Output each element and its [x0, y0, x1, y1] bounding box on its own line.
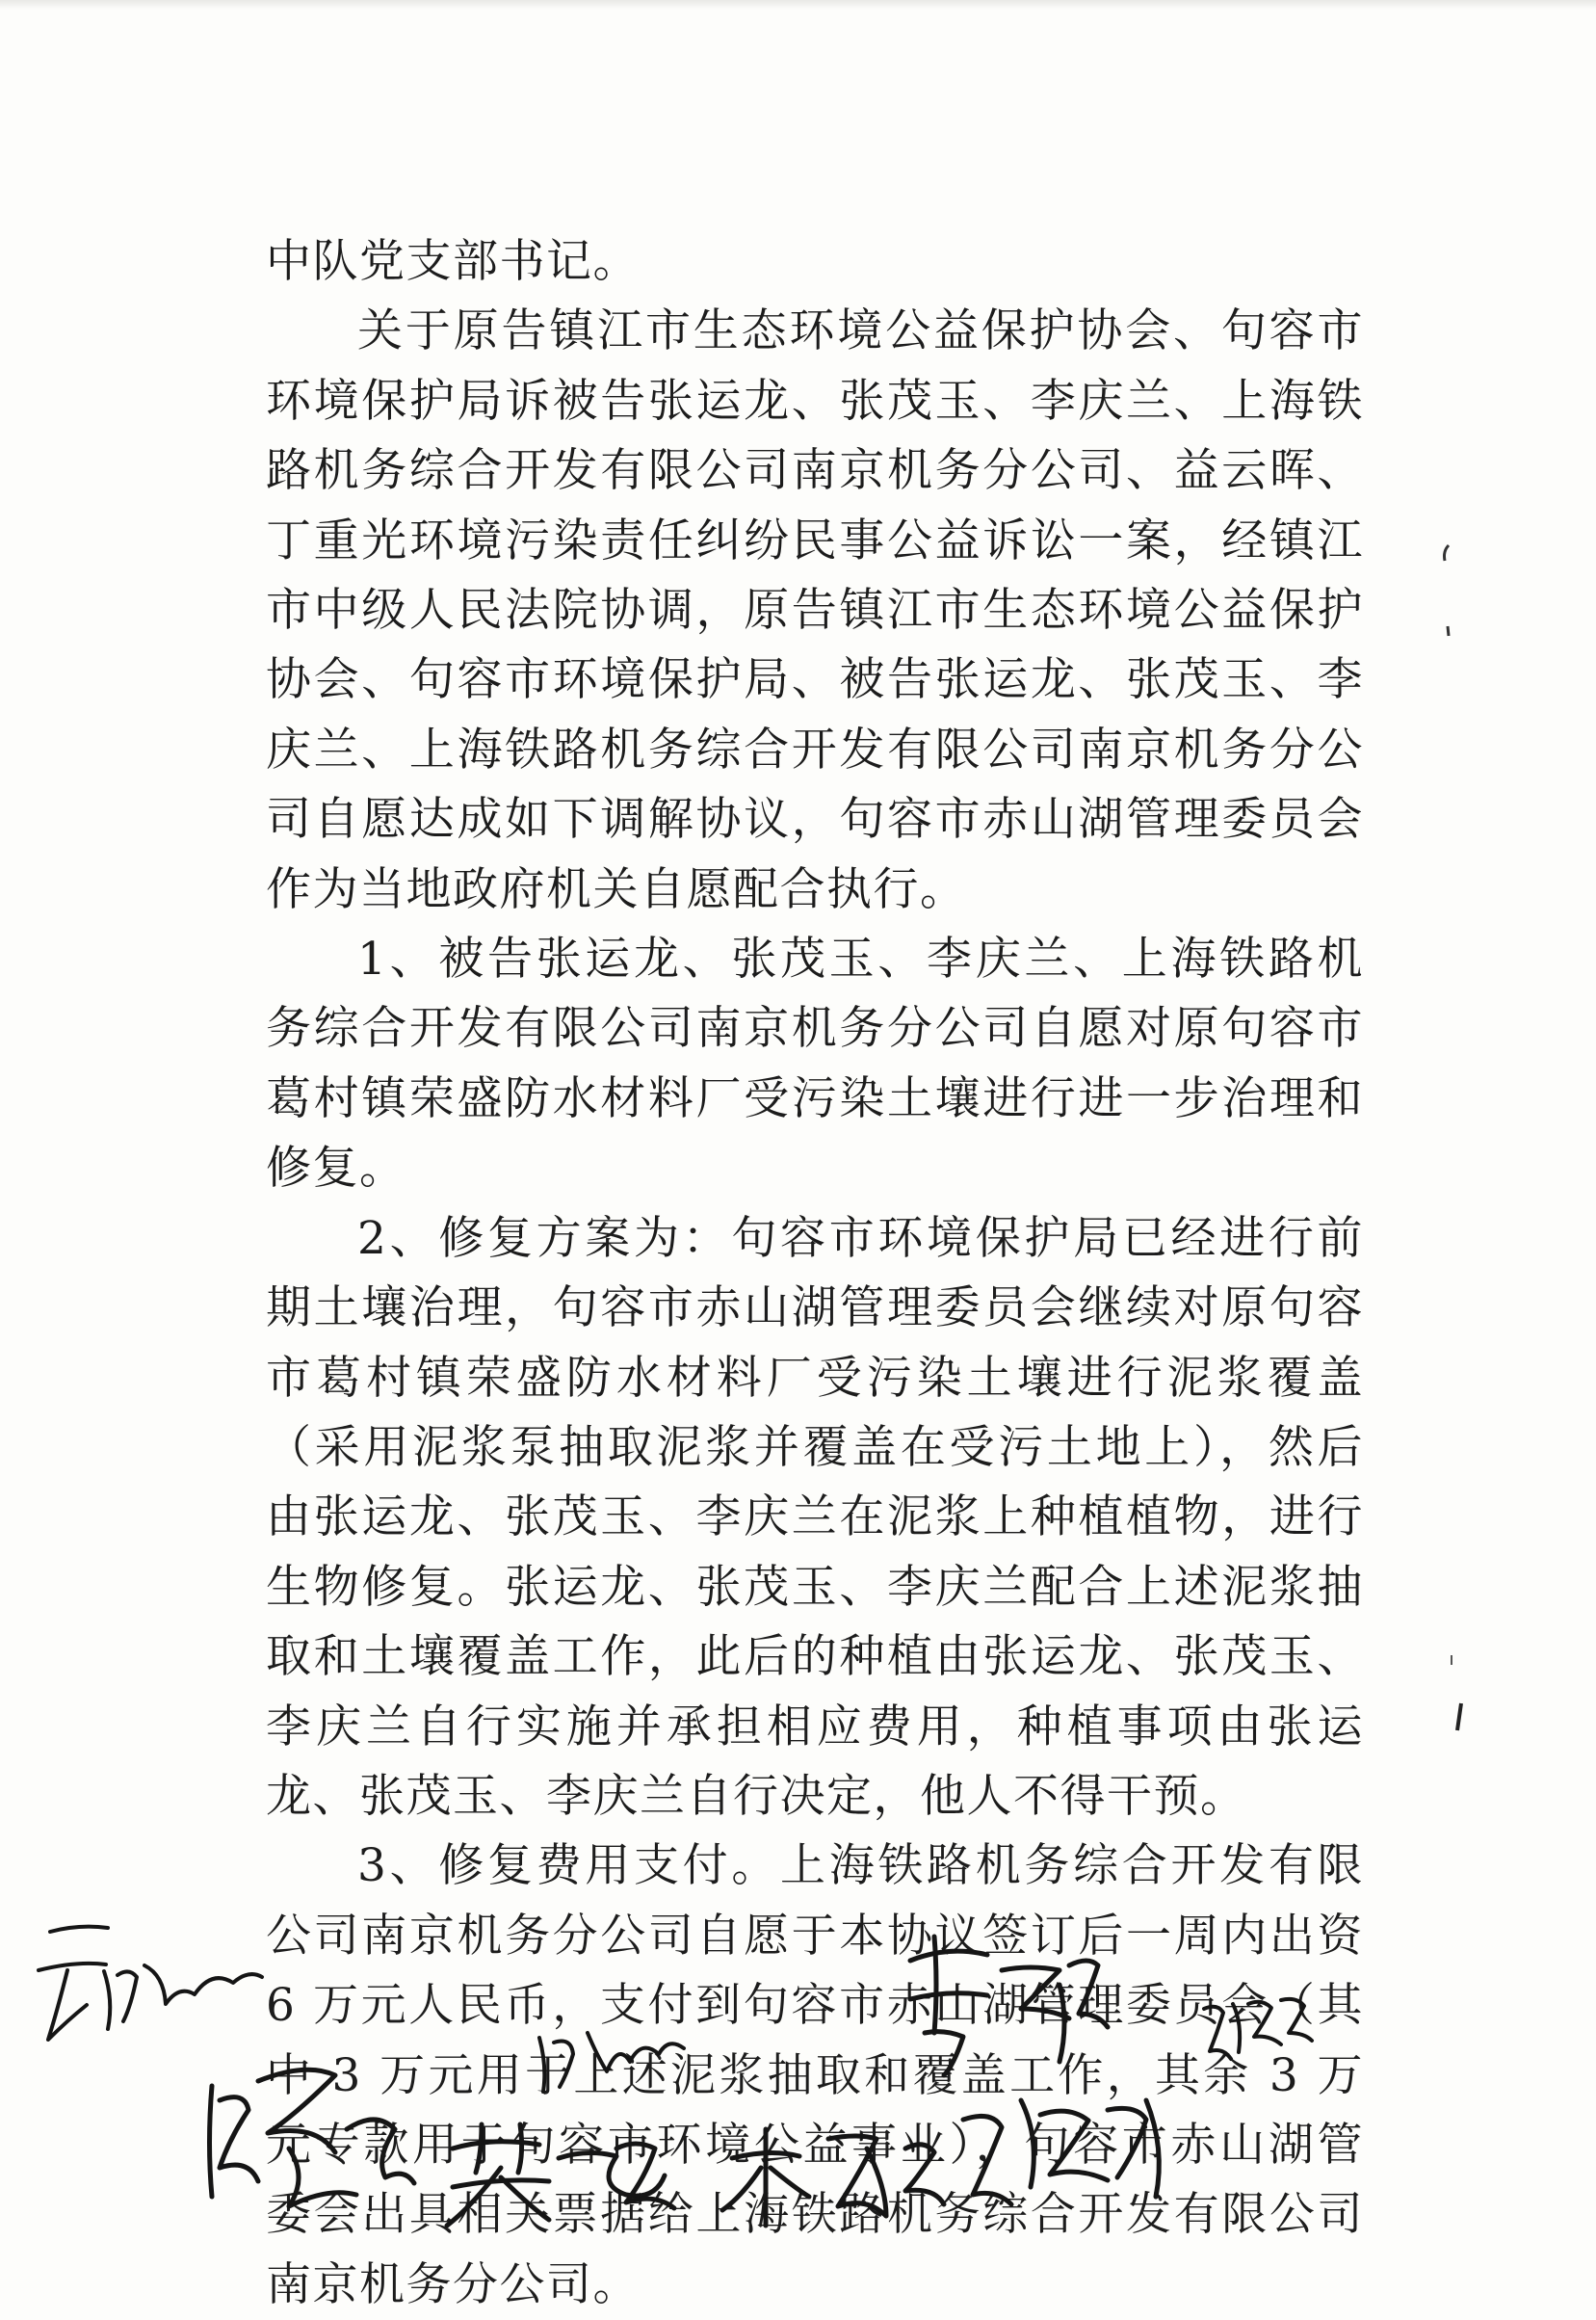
signature-3	[539, 2033, 684, 2092]
paragraph-clause-1: 1、被告张运龙、张茂玉、李庆兰、上海铁路机务综合开发有限公司南京机务分公司自愿对原句容市葛村镇荣盛防水材料厂受污染土壤进行进一步治理和修复。	[266, 933, 1364, 1196]
signature-6	[910, 1937, 1108, 2075]
signature-5	[722, 2129, 944, 2226]
paragraph-clause-3: 3、修复费用支付。上海铁路机务综合开发有限公司南京机务分公司自愿于本协议签订后一周内出资 6 万元人民币，支付到句容市赤山湖管理委员会（其中 3 万元用于上述泥浆抽取和覆盖工作，其余 3 万元专款用于句容市环境公益事业），句容市赤山湖管委会出具相关票据给上海铁路机务综合开发有限公司南京机务分公司。	[266, 1839, 1364, 2311]
signature-1	[39, 1927, 262, 2040]
paragraph-case-summary: 关于原告镇江市生态环境公益保护协会、句容市环境保护局诉被告张运龙、张茂玉、李庆兰、上海铁路机务综合开发有限公司南京机务分公司、益云晖、丁重光环境污染责任纠纷民事公益诉讼一案，经镇江市中级人民法院协调，原告镇江市生态环境公益保护协会、句容市环境保护局、被告张运龙、张茂玉、李庆兰、上海铁路机务综合开发有限公司南京机务分公司自愿达成如下调解协议，句容市赤山湖管理委员会作为当地政府机关自愿配合执行。	[266, 304, 1364, 916]
paragraph-continuation: 中队党支部书记。	[266, 235, 640, 288]
signature-2	[210, 2070, 415, 2206]
signature-4	[447, 2124, 674, 2226]
signature-7	[963, 2100, 1159, 2204]
paragraph-clause-2: 2、修复方案为：句容市环境保护局已经进行前期土壤治理，句容市赤山湖管理委员会继续对原句容市葛村镇荣盛防水材料厂受污染土壤进行泥浆覆盖（采用泥浆泵抽取泥浆并覆盖在受污土地上），然后由张运龙、张茂玉、李庆兰在泥浆上种植植物，进行生物修复。张运龙、张茂玉、李庆兰配合上述泥浆抽取和土壤覆盖工作，此后的种植由张运龙、张茂玉、李庆兰自行实施并承担相应费用，种植事项由张运龙、张茂玉、李庆兰自行决定，他人不得干预。	[266, 1211, 1364, 1823]
signature-8	[1204, 1999, 1312, 2059]
